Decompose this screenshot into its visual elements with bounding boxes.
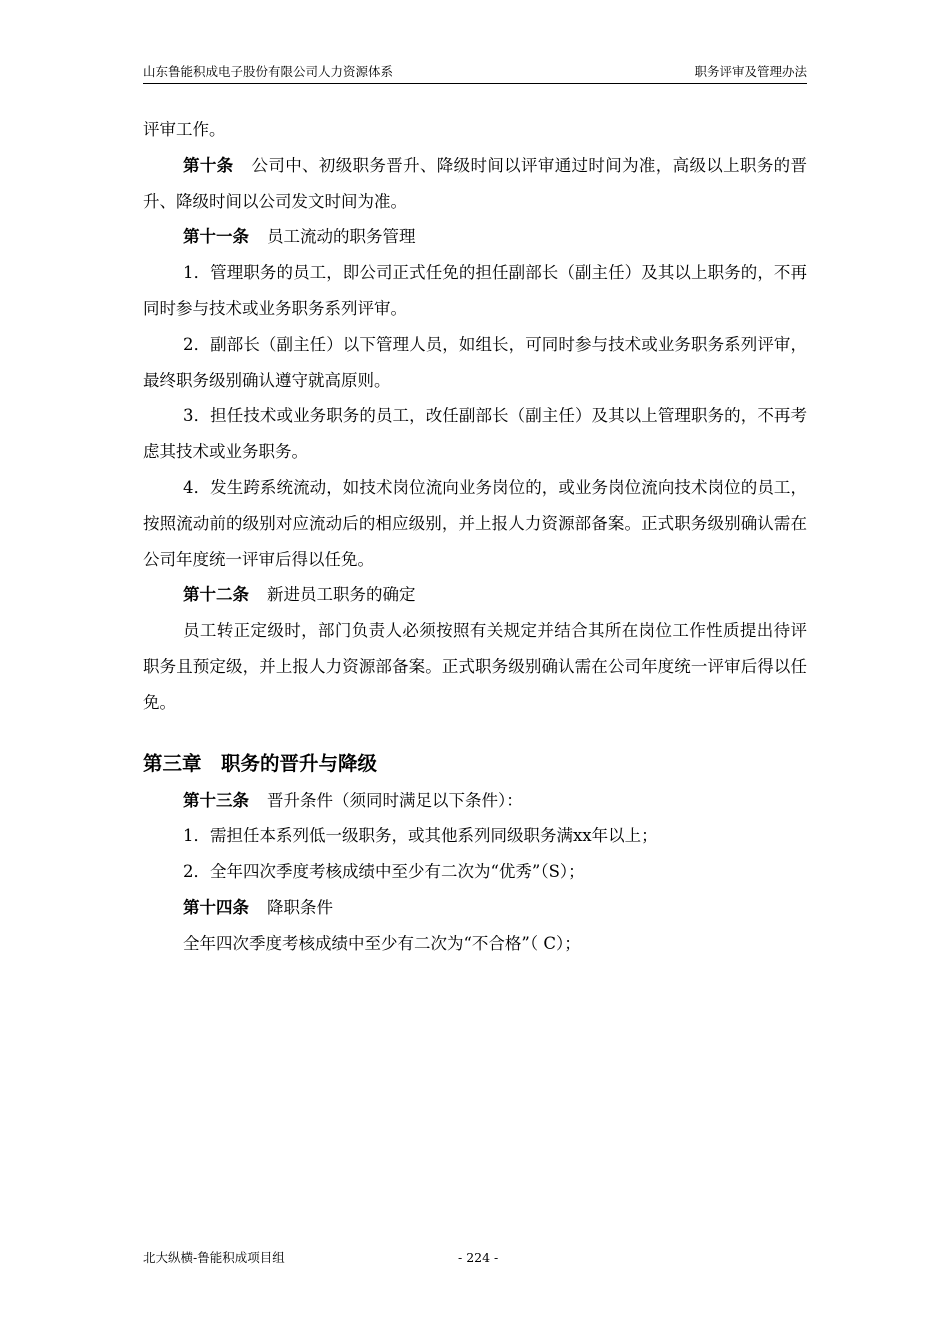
list-item: 2．副部长（副主任）以下管理人员，如组长，可同时参与技术或业务职务系列评审，最终职务级别确认遵守就高原则。 xyxy=(143,334,807,390)
article-10 xyxy=(143,148,807,220)
chapter-heading: 第三章 职务的晋升与降级 xyxy=(143,751,378,775)
page-number: - 224 - xyxy=(458,1250,499,1265)
document-body xyxy=(143,112,807,962)
article-text: 公司中、初级职务晋升、降级时间以评审通过时间为准，高级以上职务的晋升、降级时间以公司发文时间为准。 xyxy=(143,155,808,211)
list-item: 3．担任技术或业务职务的员工，改任副部长（副主任）及其以上管理职务的，不再考虑其技术或业务职务。 xyxy=(143,406,807,462)
article-title: 新进员工职务的确定 xyxy=(267,585,416,605)
article-number: 第十四条 xyxy=(183,897,249,917)
header-document-title: 职务评审及管理办法 xyxy=(694,64,807,79)
article-number: 第十一条 xyxy=(183,227,249,247)
header-company: 山东鲁能积成电子股份有限公司人力资源体系 xyxy=(143,64,394,79)
list-item: 4．发生跨系统流动，如技术岗位流向业务岗位的，或业务岗位流向技术岗位的员工，按照流动前的级别对应流动后的相应级别，并上报人力资源部备案。正式职务级别确认需在公司年度统一评审后得以任免。 xyxy=(143,477,807,569)
list-item: 2．全年四次季度考核成绩中至少有二次为“优秀”（S）； xyxy=(183,862,585,882)
article-title: 员工流动的职务管理 xyxy=(267,227,416,247)
header-rule xyxy=(143,83,807,84)
list-item: 1．管理职务的员工，即公司正式任免的担任副部长（副主任）及其以上职务的，不再同时参与技术或业务职务系列评审。 xyxy=(143,263,807,318)
paragraph: 全年四次季度考核成绩中至少有二次为“不合格”（ C）； xyxy=(183,933,581,953)
paragraph: 评审工作。 xyxy=(143,120,226,139)
footer-project: 北大纵横-鲁能积成项目组 xyxy=(143,1250,285,1265)
list-item: 1．需担任本系列低一级职务，或其他系列同级职务满xx年以上； xyxy=(183,826,658,846)
page-header xyxy=(143,64,807,80)
article-14 xyxy=(143,890,807,926)
article-number: 第十二条 xyxy=(183,585,249,605)
article-title: 降职条件 xyxy=(267,897,333,917)
article-title: 晋升条件（须同时满足以下条件）： xyxy=(267,790,523,810)
article-12 xyxy=(143,577,807,613)
article-number: 第十条 xyxy=(183,155,234,175)
paragraph: 员工转正定级时，部门负责人必须按照有关规定并结合其所在岗位工作性质提出待评职务且预定级，并上报人力资源部备案。正式职务级别确认需在公司年度统一评审后得以任免。 xyxy=(143,621,807,712)
article-11 xyxy=(143,219,807,255)
article-13 xyxy=(143,783,807,819)
article-number: 第十三条 xyxy=(183,790,249,810)
